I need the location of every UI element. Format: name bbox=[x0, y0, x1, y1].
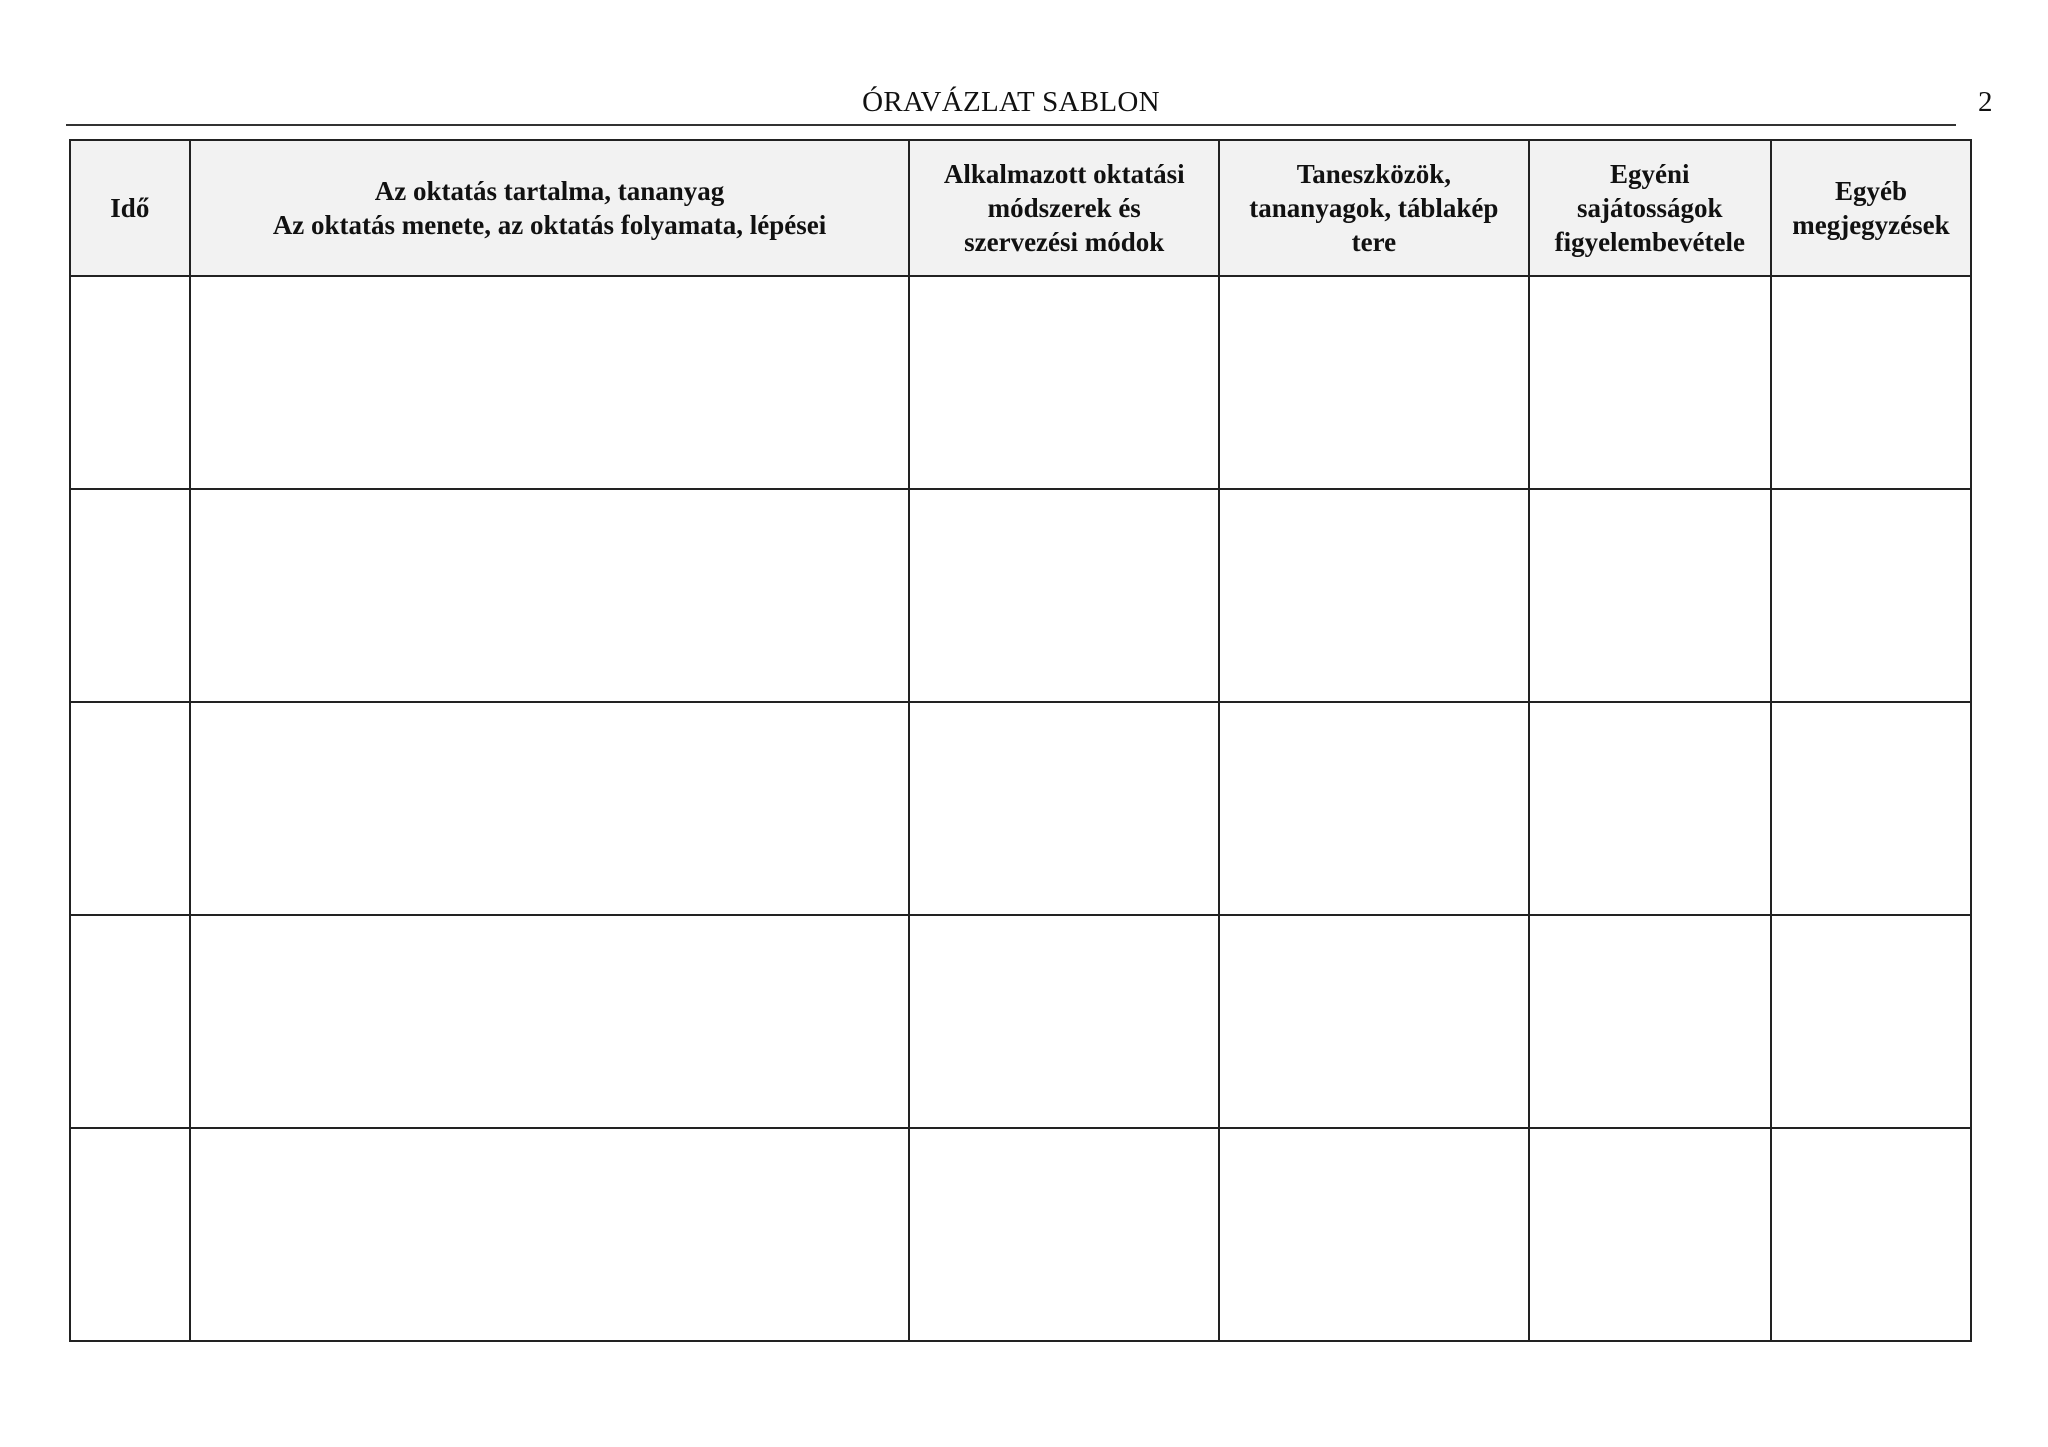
column-header-methods: Alkalmazott oktatási módszerek és szervezési módok bbox=[909, 140, 1219, 276]
table-cell-time bbox=[70, 1128, 190, 1341]
column-header-individual: Egyéni sajátosságok figyelembevétele bbox=[1529, 140, 1771, 276]
table-cell-methods bbox=[909, 1128, 1219, 1341]
column-header-notes: Egyéb megjegyzések bbox=[1771, 140, 1971, 276]
table-cell-time bbox=[70, 276, 190, 489]
table-cell-tools bbox=[1219, 1128, 1529, 1341]
table-cell-notes bbox=[1771, 702, 1971, 915]
table-cell-time bbox=[70, 702, 190, 915]
table-cell-individual bbox=[1529, 276, 1771, 489]
table-row bbox=[70, 915, 1971, 1128]
table-cell-content bbox=[190, 915, 910, 1128]
table-cell-time bbox=[70, 915, 190, 1128]
table-cell-content bbox=[190, 276, 910, 489]
table-cell-individual bbox=[1529, 1128, 1771, 1341]
table-cell-methods bbox=[909, 915, 1219, 1128]
column-header-tools: Taneszközök, tananyagok, táblakép tere bbox=[1219, 140, 1529, 276]
table-header-row bbox=[70, 140, 1971, 276]
table-cell-notes bbox=[1771, 915, 1971, 1128]
table-cell-individual bbox=[1529, 489, 1771, 702]
table-cell-tools bbox=[1219, 489, 1529, 702]
table-cell-content bbox=[190, 702, 910, 915]
column-header-time: Idő bbox=[70, 140, 190, 276]
table-cell-notes bbox=[1771, 276, 1971, 489]
table-cell-time bbox=[70, 489, 190, 702]
table-cell-notes bbox=[1771, 1128, 1971, 1341]
table-cell-notes bbox=[1771, 489, 1971, 702]
table-cell-content bbox=[190, 489, 910, 702]
table-row bbox=[70, 702, 1971, 915]
table-cell-tools bbox=[1219, 702, 1529, 915]
table-row bbox=[70, 1128, 1971, 1341]
table-cell-methods bbox=[909, 702, 1219, 915]
table-cell-methods bbox=[909, 489, 1219, 702]
lesson-plan-table bbox=[69, 139, 1972, 1342]
column-header-content: Az oktatás tartalma, tananyag Az oktatás menete, az oktatás folyamata, lépései bbox=[190, 140, 910, 276]
page-number: 2 bbox=[1978, 86, 1993, 118]
page-title: ÓRAVÁZLAT SABLON bbox=[862, 86, 1160, 118]
table-cell-tools bbox=[1219, 915, 1529, 1128]
table-cell-content bbox=[190, 1128, 910, 1341]
table-row bbox=[70, 489, 1971, 702]
table-cell-methods bbox=[909, 276, 1219, 489]
table-cell-individual bbox=[1529, 702, 1771, 915]
table-cell-individual bbox=[1529, 915, 1771, 1128]
table-cell-tools bbox=[1219, 276, 1529, 489]
table-row bbox=[70, 276, 1971, 489]
page-header bbox=[66, 84, 1956, 126]
